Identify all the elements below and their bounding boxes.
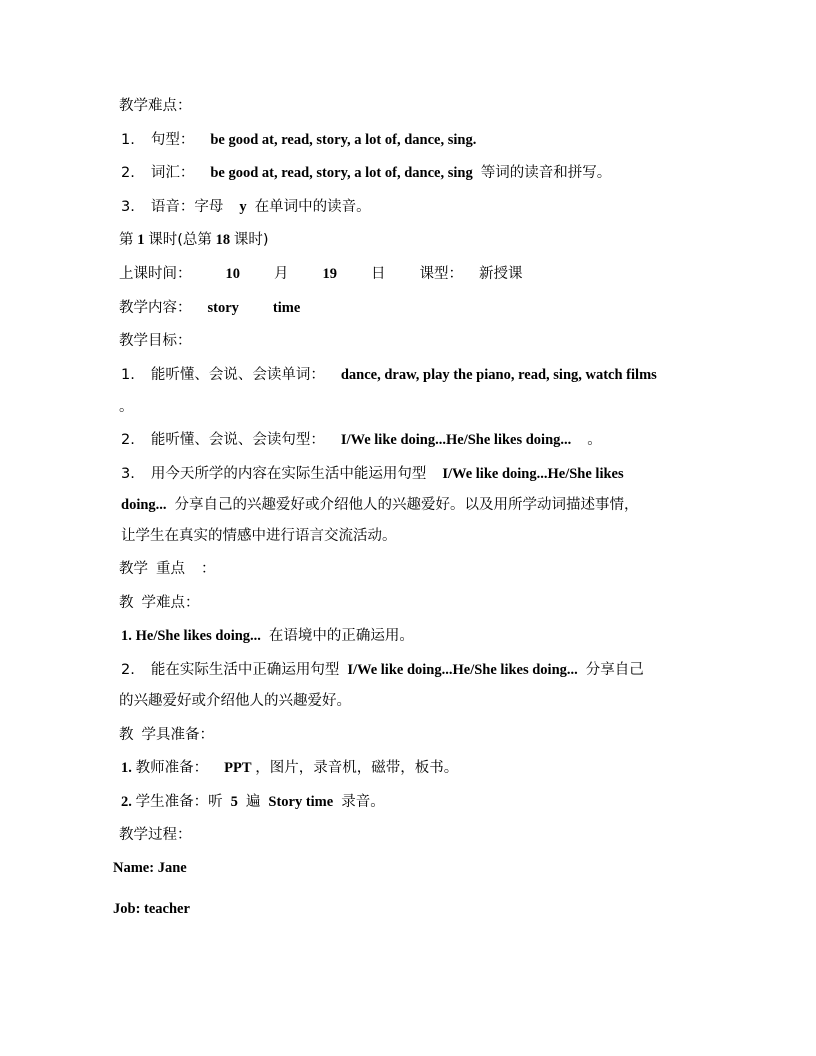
key-text-a: 教学 [119, 561, 148, 577]
item-count: 5 [230, 794, 238, 810]
difficulty-heading [119, 97, 192, 115]
item-number: 1. [121, 628, 132, 644]
content-time: time [272, 300, 301, 316]
time-day-number: 19 [322, 266, 337, 282]
preparation-item-2 [121, 793, 385, 811]
item-label: 词汇： [150, 165, 195, 181]
key-text-b: 重点 [156, 561, 185, 577]
time-month: 月 [274, 266, 289, 282]
difficulty-item-2 [121, 164, 611, 182]
difficulty-heading-2 [119, 594, 200, 612]
difficulty2-item-2-line-2 [119, 692, 351, 710]
item-text-cn: 分享自己的兴趣爱好或介绍他人的兴趣爱好。以及用所学动词描述事情， [174, 497, 639, 513]
key-colon: ： [201, 561, 216, 577]
name-line [113, 859, 187, 877]
item-text-cn: 在语境中的正确运用。 [268, 628, 414, 644]
content-label: 教学内容： [119, 300, 192, 316]
item-text-rest: ，图片，录音机，磁带，板书。 [255, 760, 459, 776]
time-label: 上课时间： [119, 266, 192, 282]
item-text-cn: 让学生在真实的情感中进行语言交流活动。 [121, 528, 397, 544]
difficulty2-item-2 [121, 661, 644, 679]
item-text-en: PPT [224, 760, 252, 776]
difficulty-heading-text: 教学难点： [119, 98, 192, 114]
time-month-number: 10 [225, 266, 240, 282]
item-number: 1. [121, 132, 135, 148]
job-line [113, 900, 190, 918]
goals-heading-text: 教学目标： [119, 333, 192, 349]
item-text-cn: 教师准备： [135, 760, 209, 776]
lesson-number: 1 [137, 232, 145, 248]
item-number: 2. [121, 662, 135, 678]
item-end-punct: 。 [119, 399, 134, 415]
name-text: Name: Jane [113, 860, 187, 876]
preparation-item-1 [121, 759, 458, 777]
preparation-heading [119, 726, 214, 744]
class-time-line [119, 265, 523, 283]
item-text-cn-2: 分享自己 [585, 662, 644, 678]
heading-text-b: 学难点： [141, 595, 200, 611]
item-label: 句型： [150, 132, 195, 148]
item-text-cn: 学生准备：听 [135, 794, 223, 810]
process-heading [119, 826, 192, 844]
lesson-text-a: 第 [119, 232, 134, 248]
item-text-en: dance, draw, play the piano, read, sing, watch films [340, 367, 657, 383]
item-text-cn-2: 遍 [245, 794, 261, 810]
item-text-b: 在单词中的读音。 [254, 199, 371, 215]
item-text-cn: 用今天所学的内容在实际生活中能运用句型 [150, 466, 427, 482]
item-text-en: doing... [121, 497, 167, 513]
key-points-heading [119, 560, 216, 578]
goal-item-3-line-2 [121, 496, 639, 514]
item-text-en: I/We like doing...He/She likes doing... [347, 662, 578, 678]
goal-item-3-line-3 [121, 527, 397, 545]
item-text-cn: 能听懂、会说、会读句型： [150, 432, 325, 448]
heading-text-a: 教 [119, 727, 134, 743]
lesson-text-b: 课时(总第 [148, 232, 212, 248]
item-text-cn: 等词的读音和拼写。 [480, 165, 612, 181]
item-text: be good at, read, story, a lot of, dance, sing. [210, 132, 477, 148]
item-number: 1. [121, 367, 135, 383]
heading-text-a: 教 [119, 595, 134, 611]
time-day: 日 [371, 266, 386, 282]
type-value: 新授课 [479, 266, 523, 282]
lesson-text-c: 课时) [233, 232, 269, 248]
type-label: 课型： [419, 266, 463, 282]
goal-item-3 [121, 465, 624, 483]
goal-item-2 [121, 431, 602, 449]
item-text-cn: 能在实际生活中正确运用句型 [150, 662, 340, 678]
item-end-punct: 。 [587, 432, 602, 448]
job-text: Job: teacher [113, 901, 190, 917]
difficulty-item-1 [121, 131, 476, 149]
item-text-en: Story time [268, 794, 334, 810]
difficulty2-item-1 [121, 627, 414, 645]
item-number: 2. [121, 432, 135, 448]
difficulty-item-3 [121, 198, 371, 216]
goals-heading [119, 332, 192, 350]
lesson-total-number: 18 [215, 232, 231, 248]
goal-item-1 [121, 366, 657, 384]
item-number: 3. [121, 199, 135, 215]
item-text-cn: 能听懂、会说、会读单词： [150, 367, 325, 383]
item-text-en: I/We like doing...He/She likes [442, 466, 624, 482]
item-number: 2. [121, 794, 132, 810]
item-text-en: He/She likes doing... [135, 628, 261, 644]
item-number: 3. [121, 466, 135, 482]
lesson-line [119, 231, 269, 249]
item-text-cn: 的兴趣爱好或介绍他人的兴趣爱好。 [119, 693, 351, 709]
item-letter: y [239, 199, 247, 215]
item-text-cn-3: 录音。 [341, 794, 385, 810]
content-line [119, 299, 300, 317]
item-text-en: I/We like doing...He/She likes doing... [340, 432, 572, 448]
item-text-en: be good at, read, story, a lot of, dance, sing [210, 165, 473, 181]
heading-text-b: 学具准备： [141, 727, 214, 743]
item-text-a: 语音：字母 [150, 199, 224, 215]
item-number: 1. [121, 760, 132, 776]
process-heading-text: 教学过程： [119, 827, 192, 843]
item-number: 2. [121, 165, 135, 181]
goal-item-1-end [119, 398, 134, 416]
content-story: story [207, 300, 239, 316]
